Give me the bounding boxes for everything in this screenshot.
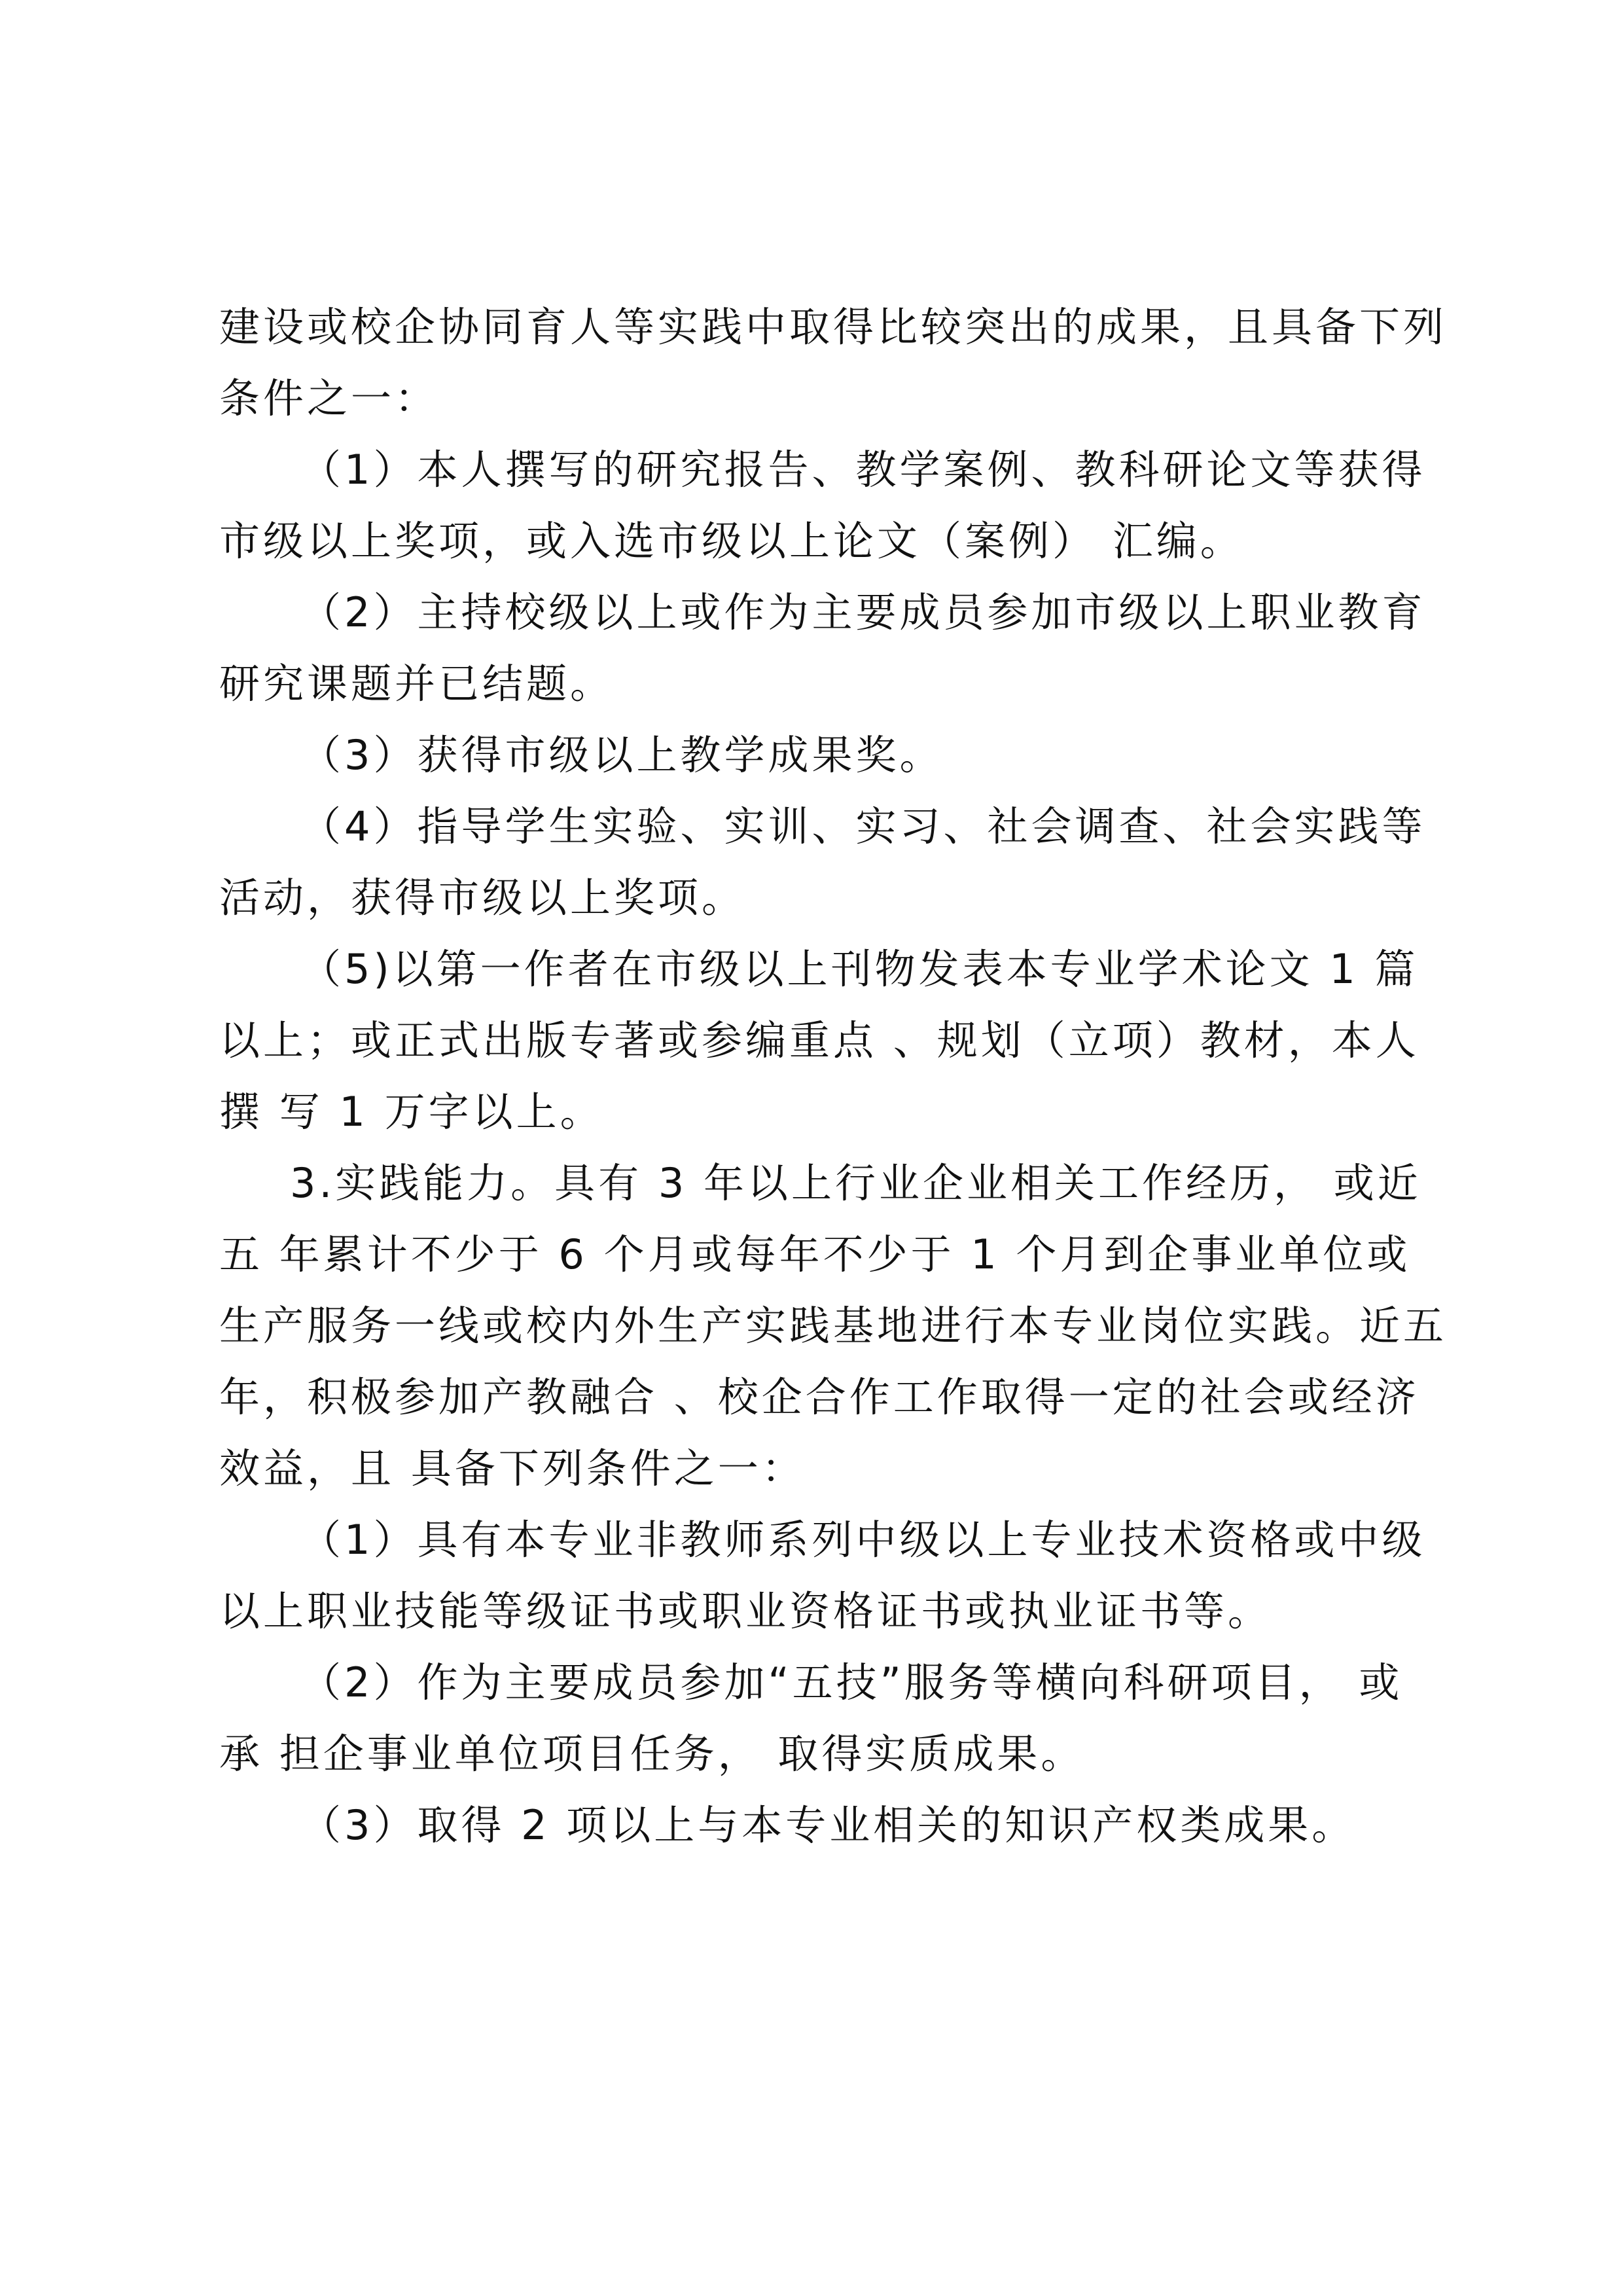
text-line: 以上职业技能等级证书或职业资格证书或执业证书等。	[219, 1587, 1272, 1635]
list-item-line: （1）本人撰写的研究报告、教学案例、教科研论文等获得	[300, 446, 1426, 493]
list-item-line: （3）取得 2 项以上与本专业相关的知识产权类成果。	[300, 1801, 1356, 1849]
list-item-line: （2）作为主要成员参加“五技”服务等横向科研项目， 或	[300, 1659, 1403, 1706]
list-item-line: （5)以第一作者在市级以上刊物发表本专业学术论文 1 篇	[300, 945, 1419, 993]
text-line: 生产服务一线或校内外生产实践基地进行本专业岗位实践。近五	[219, 1302, 1448, 1350]
list-item-line: （4）指导学生实验、实训、实习、社会调查、社会实践等	[300, 802, 1426, 850]
list-item-line: （3）获得市级以上教学成果奖。	[300, 731, 944, 779]
section-heading-line: 3.实践能力。具有 3 年以上行业企业相关工作经历， 或近	[290, 1159, 1421, 1207]
text-line: 五 年累计不少于 6 个月或每年不少于 1 个月到企事业单位或	[219, 1230, 1411, 1278]
list-item-line: （1）具有本专业非教师系列中级以上专业技术资格或中级	[300, 1516, 1426, 1564]
text-line: 研究课题并已结题。	[219, 660, 615, 708]
text-line: 条件之一：	[219, 374, 439, 422]
text-line: 建设或校企协同育人等实践中取得比较突出的成果，且具备下列	[219, 303, 1448, 351]
list-item-line: （2）主持校级以上或作为主要成员参加市级以上职业教育	[300, 588, 1426, 636]
text-line: 撰 写 1 万字以上。	[219, 1088, 604, 1136]
text-line: 市级以上奖项，或入选市级以上论文（案例） 汇编。	[219, 517, 1244, 565]
text-line: 年，积极参加产教融合 、校企合作工作取得一定的社会或经济	[219, 1373, 1419, 1421]
text-line: 效益，且 具备下列条件之一：	[219, 1444, 806, 1492]
text-line: 承 担企事业单位项目任务， 取得实质成果。	[219, 1730, 1085, 1778]
document-body	[219, 291, 1448, 1861]
text-line: 活动，获得市级以上奖项。	[219, 874, 746, 922]
text-line: 以上；或正式出版专著或参编重点 、规划（立项）教材，本人	[219, 1016, 1419, 1064]
